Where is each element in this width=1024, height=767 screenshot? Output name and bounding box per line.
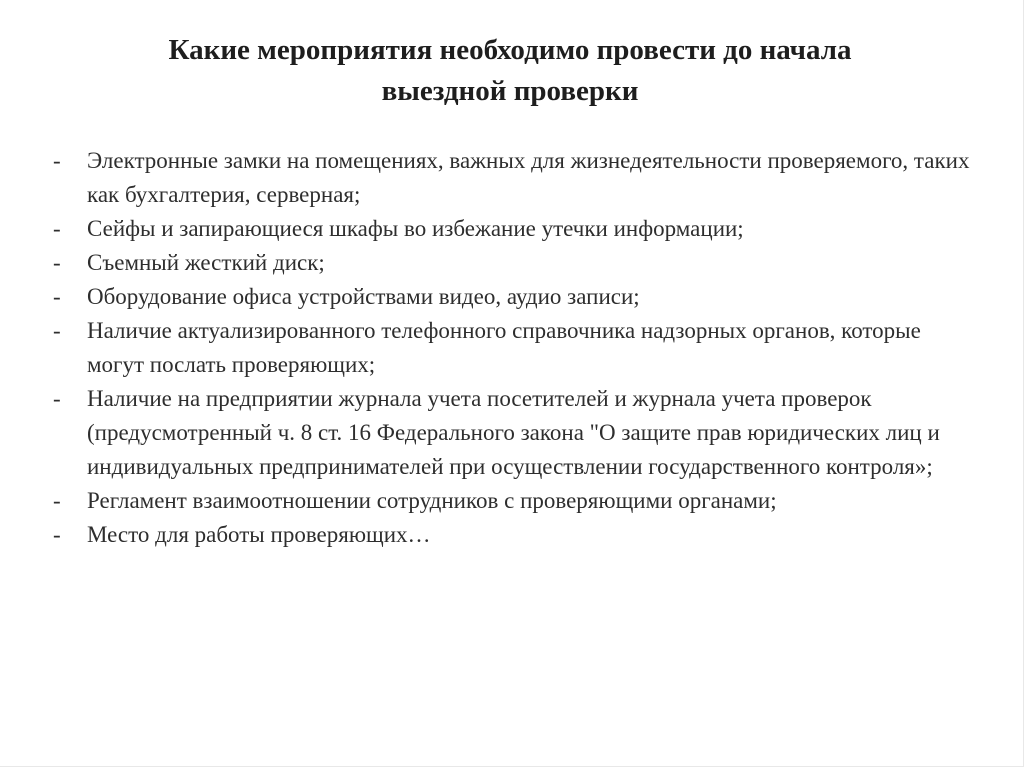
- list-item-text: Наличие актуализированного телефонного справочника надзорных органов, которые могут послать проверяющих;: [87, 318, 921, 377]
- list-item-text: Съемный жесткий диск;: [87, 250, 325, 275]
- slide-title: [80, 30, 940, 112]
- list-item: [53, 518, 973, 552]
- title-line-2: выездной проверки: [381, 75, 639, 107]
- title-line-1: Какие мероприятия необходимо провести до начала: [168, 34, 852, 66]
- list-item: [53, 484, 973, 518]
- bullet-dash: -: [53, 488, 61, 513]
- bullet-dash: -: [53, 216, 61, 241]
- list-item-text: Оборудование офиса устройствами видео, аудио записи;: [87, 284, 640, 309]
- list-item-text: Сейфы и запирающиеся шкафы во избежание утечки информации;: [87, 216, 744, 241]
- list-item: [53, 212, 973, 246]
- bullet-dash: -: [53, 148, 61, 173]
- bullet-dash: -: [53, 318, 61, 343]
- bullet-dash: -: [53, 522, 61, 547]
- list-item: [53, 280, 973, 314]
- list-item-text: Место для работы проверяющих…: [87, 522, 431, 547]
- list-item-text: Наличие на предприятии журнала учета посетителей и журнала учета проверок (предусмотренный ч. 8 ст. 16 Федерального закона "О защите прав юридических лиц и индивидуальных предпринимателей при осуществлении государственного контроля»;: [87, 386, 940, 479]
- measures-list: [53, 144, 973, 552]
- bullet-dash: -: [53, 386, 61, 411]
- list-item-text: Регламент взаимоотношении сотрудников с проверяющими органами;: [87, 488, 777, 513]
- bullet-dash: -: [53, 284, 61, 309]
- list-item-text: Электронные замки на помещениях, важных для жизнедеятельности проверяемого, таких как бухгалтерия, серверная;: [87, 148, 970, 207]
- list-item: [53, 144, 973, 212]
- list-item: [53, 314, 973, 382]
- list-item: [53, 246, 973, 280]
- bullet-dash: -: [53, 250, 61, 275]
- list-item: [53, 382, 973, 484]
